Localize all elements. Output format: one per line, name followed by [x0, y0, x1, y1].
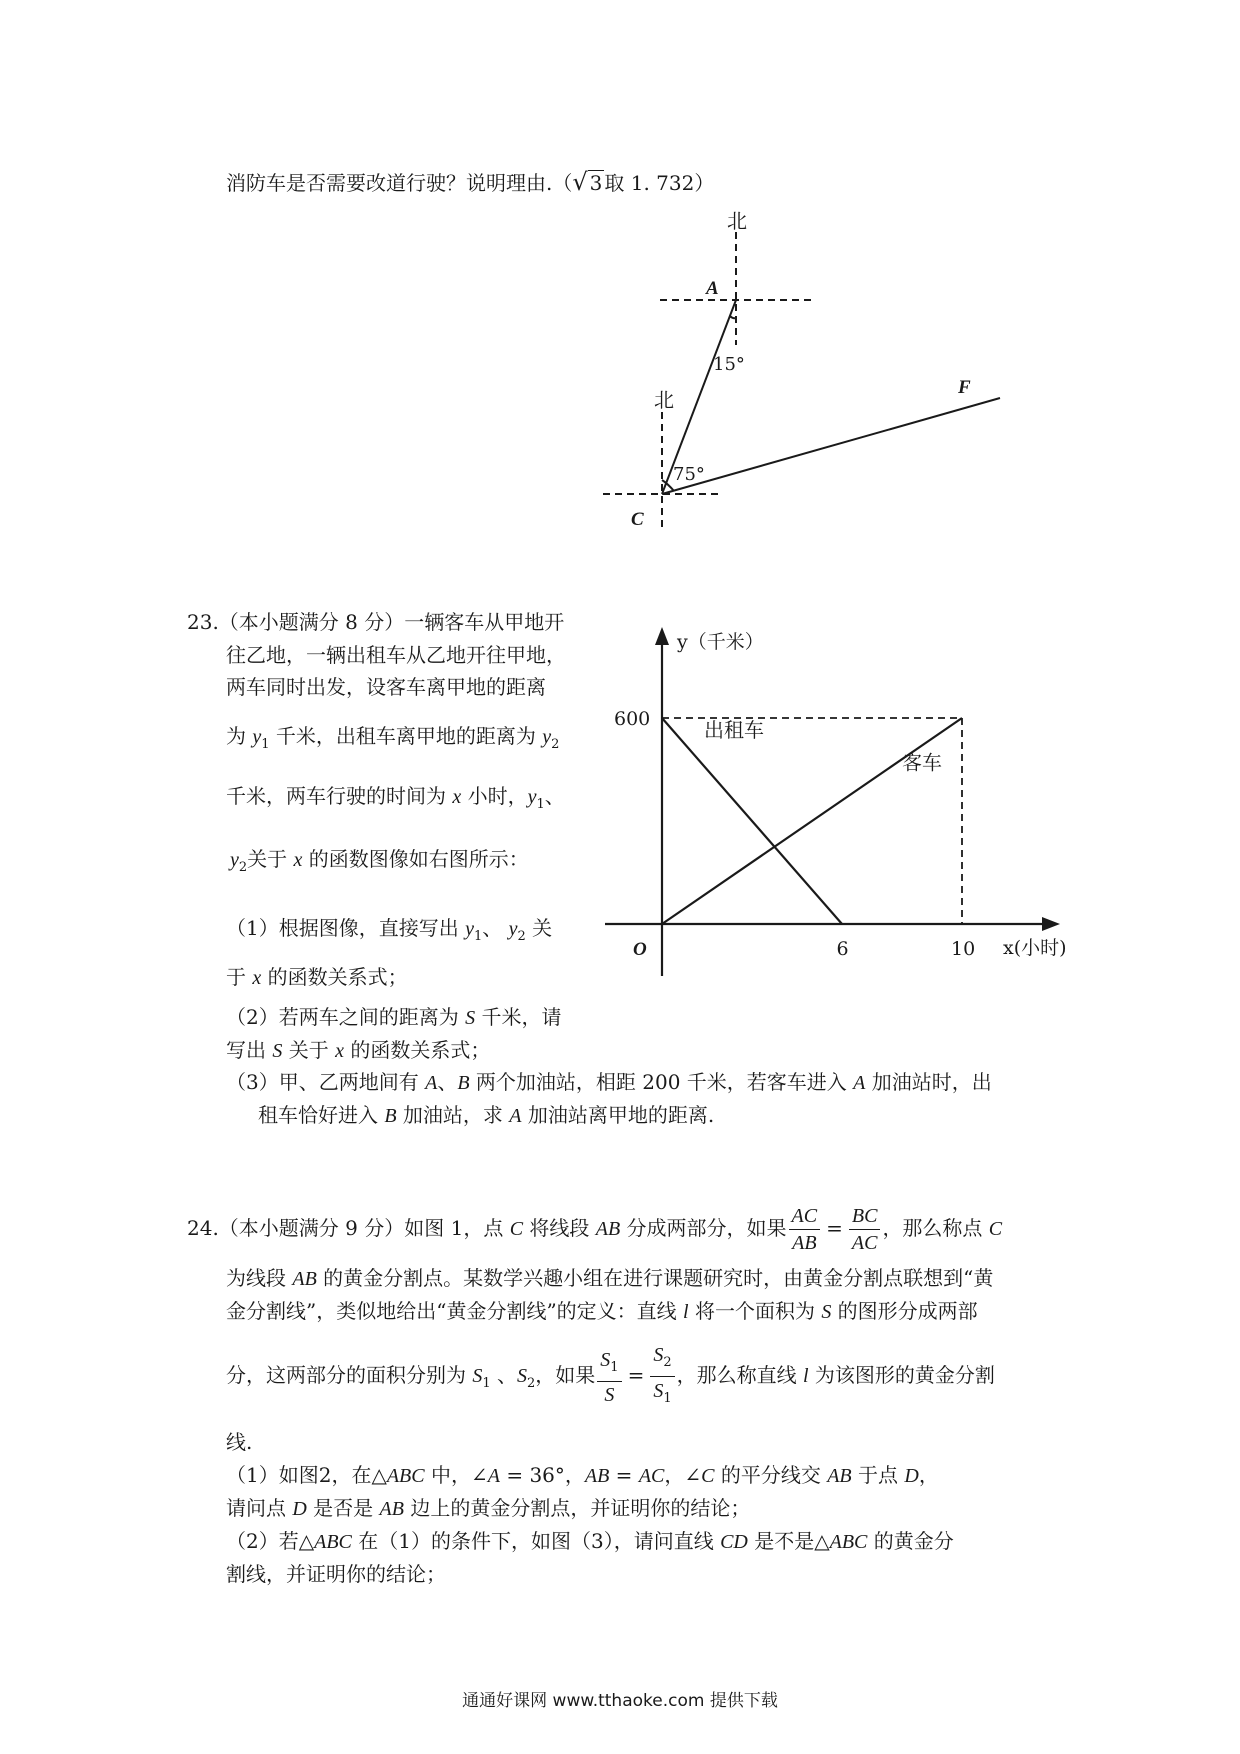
point-f-label: F — [958, 377, 971, 398]
segment-cf — [662, 398, 1000, 494]
series-label-bus: 客车 — [902, 750, 942, 775]
north-label-c: 北 — [654, 388, 674, 412]
x-tick-label: 6 — [836, 938, 849, 960]
q23-part1: （1）根据图像，直接写出 $y_1$、 $y_2$ 关 — [226, 916, 553, 944]
q23-line4: 为 $y_1$ 千米，出租车离甲地的距离为 $y_2$ — [226, 724, 560, 752]
angle-15-label: 15° — [713, 354, 745, 375]
q24-part2: （2）若△ABC 在（1）的条件下，如图（3），请问直线 CD 是不是△ABC 的黄金分 — [226, 1529, 954, 1553]
q24-line4: 分，这两部分的面积分别为 $S_1$ 、$S_2$，如果 $\frac{S_1}{S}$ = $\frac{S_2}{S_1}$ ，那么称直线 l 为该图形的黄金分割 — [226, 1341, 995, 1414]
q24-line3: 金分割线”，类似地给出“黄金分割线”的定义：直线 l 将一个面积为 S 的图形分成两部 — [226, 1299, 978, 1323]
q23-line3: 两车同时出发，设客车离甲地的距离 — [226, 675, 546, 699]
q23-part3: （3）甲、乙两地间有 A、B 两个加油站，相距 200 千米，若客车进入 A 加油站时，出 — [226, 1070, 992, 1094]
x-tick-label: 10 — [951, 938, 976, 960]
north-label-a: 北 — [727, 209, 747, 233]
point-c-label: C — [631, 509, 644, 530]
segment-ac — [662, 300, 736, 494]
series-line-2 — [662, 718, 962, 924]
q23-line6: $y_2$关于 x 的函数图像如右图所示： — [230, 847, 529, 875]
q23-part3-line2: 租车恰好进入 B 加油站，求 A 加油站离甲地的距离. — [258, 1103, 715, 1127]
q23-header: 23.（本小题满分 8 分）一辆客车从甲地开 — [187, 610, 565, 634]
angle-arc-c — [662, 480, 674, 491]
point-a-label: A — [706, 278, 719, 299]
ratio-s2-s1: $\frac{S_2}{S_1}$ — [650, 1341, 674, 1412]
series-label-taxi: 出租车 — [704, 717, 764, 742]
angle-75-label: 75° — [673, 464, 705, 485]
q23-part2-line2: 写出 S 关于 x 的函数关系式； — [226, 1038, 491, 1062]
angle-arc-a — [730, 316, 736, 318]
sqrt-symbol: √ — [572, 168, 588, 196]
x-axis-label: x(小时) — [1003, 937, 1067, 959]
q23-line2: 往乙地，一辆出租车从乙地开往甲地， — [226, 643, 566, 667]
x-axis-arrow — [1042, 917, 1060, 931]
ratio-bc-ac: $\frac{BC}{AC}$ — [849, 1203, 881, 1256]
ratio-s1-s: $\frac{S_1}{S}$ — [597, 1346, 621, 1408]
q24-part1-line2: 请问点 D 是否是 AB 边上的黄金分割点，并证明你的结论； — [226, 1496, 751, 1520]
q24-line2: 为线段 AB 的黄金分割点。某数学兴趣小组在进行课题研究时，由黄金分割点联想到“黄 — [226, 1266, 994, 1290]
q24-part2-line2: 割线，并证明你的结论； — [226, 1562, 446, 1586]
sqrt-radicand: 3 — [589, 171, 603, 195]
q24-line5: 线. — [226, 1430, 253, 1454]
y-axis-arrow — [655, 627, 669, 645]
page-footer: 通通好课网 www.tthaoke.com 提供下载 — [462, 1691, 778, 1711]
q24-header: 24.（本小题满分 9 分）如图 1，点 C 将线段 AB 分成两部分，如果 $\frac{AC}{AB}$ = $\frac{BC}{AC}$ ，那么称点 C — [187, 1205, 1003, 1254]
y-tick-label: 600 — [614, 708, 651, 730]
q23-part2: （2）若两车之间的距离为 S 千米，请 — [226, 1005, 562, 1029]
q24-part1: （1）如图2，在△ABC 中，∠A = 36°，AB = AC，∠C 的平分线交 AB 于点 D， — [226, 1463, 939, 1487]
origin-label: O — [633, 939, 647, 960]
y-axis-label: y（千米） — [677, 631, 764, 653]
q22-reason-line: 消防车是否需要改道行驶？说明理由.（√ 3 取 1. 732） — [226, 168, 715, 196]
ratio-ac-ab: $\frac{AC}{AB}$ — [789, 1203, 821, 1256]
q23-line5: 千米，两车行驶的时间为 x 小时，$y_1$、 — [226, 784, 565, 812]
series-line-1 — [662, 718, 842, 924]
q23-part1-line2: 于 x 的函数关系式； — [226, 965, 408, 989]
